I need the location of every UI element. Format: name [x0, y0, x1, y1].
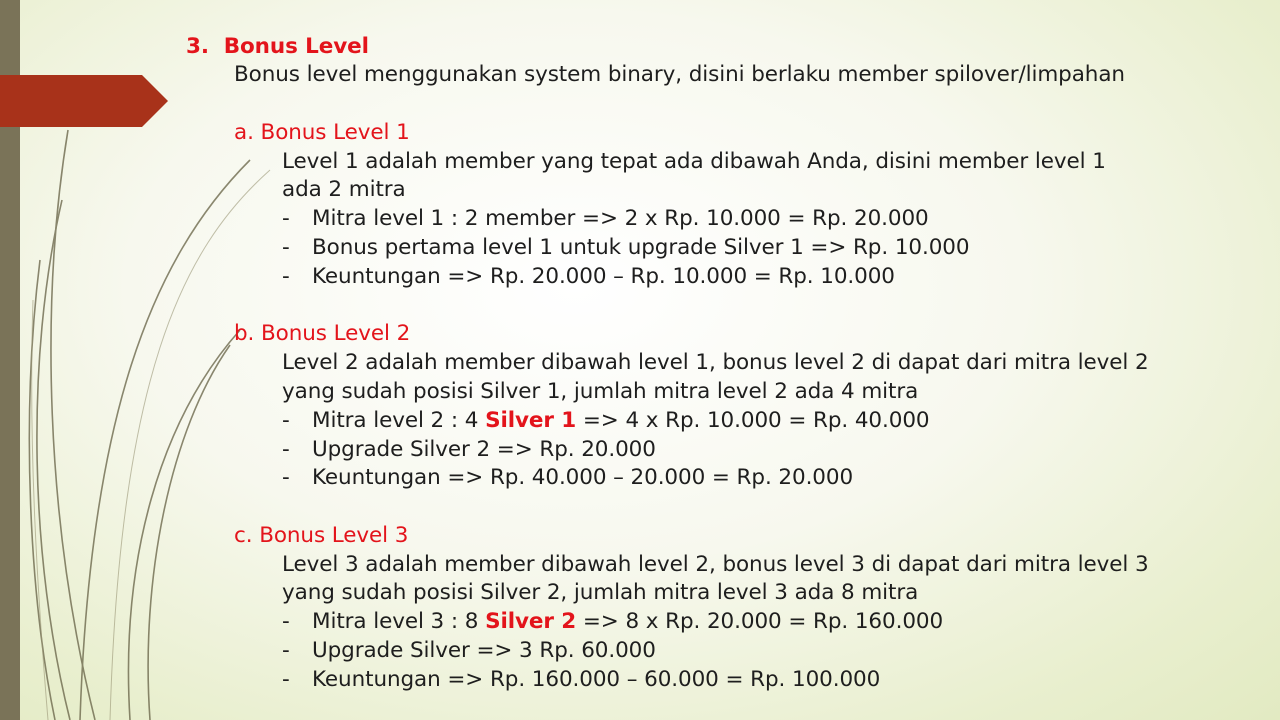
level2-item-2 — [282, 436, 656, 464]
level1-item-3-text: Keuntungan => Rp. 20.000 – Rp. 10.000 = Rp. 10.000 — [312, 264, 895, 289]
level3-item-1-post: => 8 x Rp. 20.000 = Rp. 160.000 — [576, 609, 944, 634]
bullet-dash: - — [282, 667, 290, 692]
section-title-text: Bonus Level — [223, 34, 369, 59]
bullet-dash: - — [282, 638, 290, 663]
level2-item-3 — [282, 464, 853, 492]
section-number: 3. — [186, 34, 209, 59]
level3-desc-line2: yang sudah posisi Silver 2, jumlah mitra level 3 ada 8 mitra — [282, 580, 919, 605]
level2-item-1 — [282, 407, 929, 435]
bullet-dash: - — [282, 408, 290, 433]
level3-item-1 — [282, 608, 943, 636]
section-intro: Bonus level menggunakan system binary, disini berlaku member spilover/limpahan — [234, 62, 1125, 87]
level1-item-1-text: Mitra level 1 : 2 member => 2 x Rp. 10.000 = Rp. 20.000 — [312, 206, 929, 231]
level2-item-2-text: Upgrade Silver 2 => Rp. 20.000 — [312, 437, 656, 462]
level1-desc-line2: ada 2 mitra — [282, 177, 406, 202]
level1-item-2 — [282, 234, 969, 262]
level3-item-1-highlight: Silver 2 — [485, 609, 577, 634]
level3-desc-line1: Level 3 adalah member dibawah level 2, bonus level 3 di dapat dari mitra level 3 — [282, 552, 1149, 577]
level3-item-3-text: Keuntungan => Rp. 160.000 – 60.000 = Rp. 100.000 — [312, 667, 881, 692]
level3-item-1-pre: Mitra level 3 : 8 — [312, 609, 486, 634]
level1-desc-line1: Level 1 adalah member yang tepat ada dibawah Anda, disini member level 1 — [282, 149, 1106, 174]
level3-item-2 — [282, 637, 656, 665]
level2-item-3-text: Keuntungan => Rp. 40.000 – 20.000 = Rp. 20.000 — [312, 465, 854, 490]
heading-bonus-level-2: b. Bonus Level 2 — [234, 321, 411, 346]
heading-bonus-level-3: c. Bonus Level 3 — [234, 523, 409, 548]
level2-item-1-post: => 4 x Rp. 10.000 = Rp. 40.000 — [576, 408, 930, 433]
level2-item-1-pre: Mitra level 2 : 4 — [312, 408, 486, 433]
bullet-dash: - — [282, 437, 290, 462]
level3-item-3 — [282, 666, 880, 694]
section-title — [186, 33, 369, 61]
level1-item-3 — [282, 263, 895, 291]
level1-item-2-text: Bonus pertama level 1 untuk upgrade Silver 1 => Rp. 10.000 — [312, 235, 970, 260]
level2-desc-line1: Level 2 adalah member dibawah level 1, bonus level 2 di dapat dari mitra level 2 — [282, 350, 1149, 375]
level3-item-2-text: Upgrade Silver => 3 Rp. 60.000 — [312, 638, 656, 663]
bullet-dash: - — [282, 609, 290, 634]
heading-bonus-level-1: a. Bonus Level 1 — [234, 120, 410, 145]
level2-desc-line2: yang sudah posisi Silver 1, jumlah mitra level 2 ada 4 mitra — [282, 379, 919, 404]
level1-item-1 — [282, 205, 929, 233]
bullet-dash: - — [282, 206, 290, 231]
bullet-dash: - — [282, 465, 290, 490]
bullet-dash: - — [282, 264, 290, 289]
bullet-dash: - — [282, 235, 290, 260]
level2-item-1-highlight: Silver 1 — [485, 408, 577, 433]
